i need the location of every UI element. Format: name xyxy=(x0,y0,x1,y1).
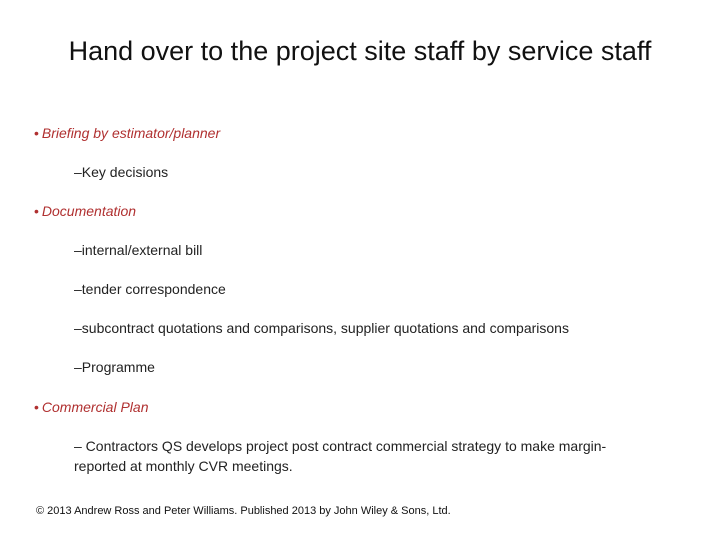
bullet-marker: • xyxy=(34,399,39,415)
copyright-footer: © 2013 Andrew Ross and Peter Williams. Published 2013 by John Wiley & Sons, Ltd. xyxy=(36,505,451,517)
bullet-marker: • xyxy=(34,203,39,219)
slide-title: Hand over to the project site staff by service staff xyxy=(68,36,652,66)
subitem-bill: –internal/external bill xyxy=(74,242,203,258)
bullet-text: Documentation xyxy=(41,203,137,219)
bullet-briefing xyxy=(34,123,220,143)
bullet-marker: • xyxy=(34,125,39,141)
subitem-commercial-strategy: – Contractors QS develops project post contract commercial strategy to make margin-reported at monthly CVR meetings. xyxy=(74,438,607,474)
bullet-text: Commercial Plan xyxy=(41,399,149,415)
bullet-text: Briefing by estimator/planner xyxy=(41,125,221,141)
bullet-commercial-plan xyxy=(34,397,149,417)
subitem-key-decisions: –Key decisions xyxy=(74,164,169,180)
subitem-tender-correspondence: –tender correspondence xyxy=(74,281,226,297)
subitem-programme: –Programme xyxy=(74,359,155,375)
bullet-documentation xyxy=(34,201,136,221)
subitem-quotations: –subcontract quotations and comparisons, supplier quotations and comparisons xyxy=(74,320,569,336)
